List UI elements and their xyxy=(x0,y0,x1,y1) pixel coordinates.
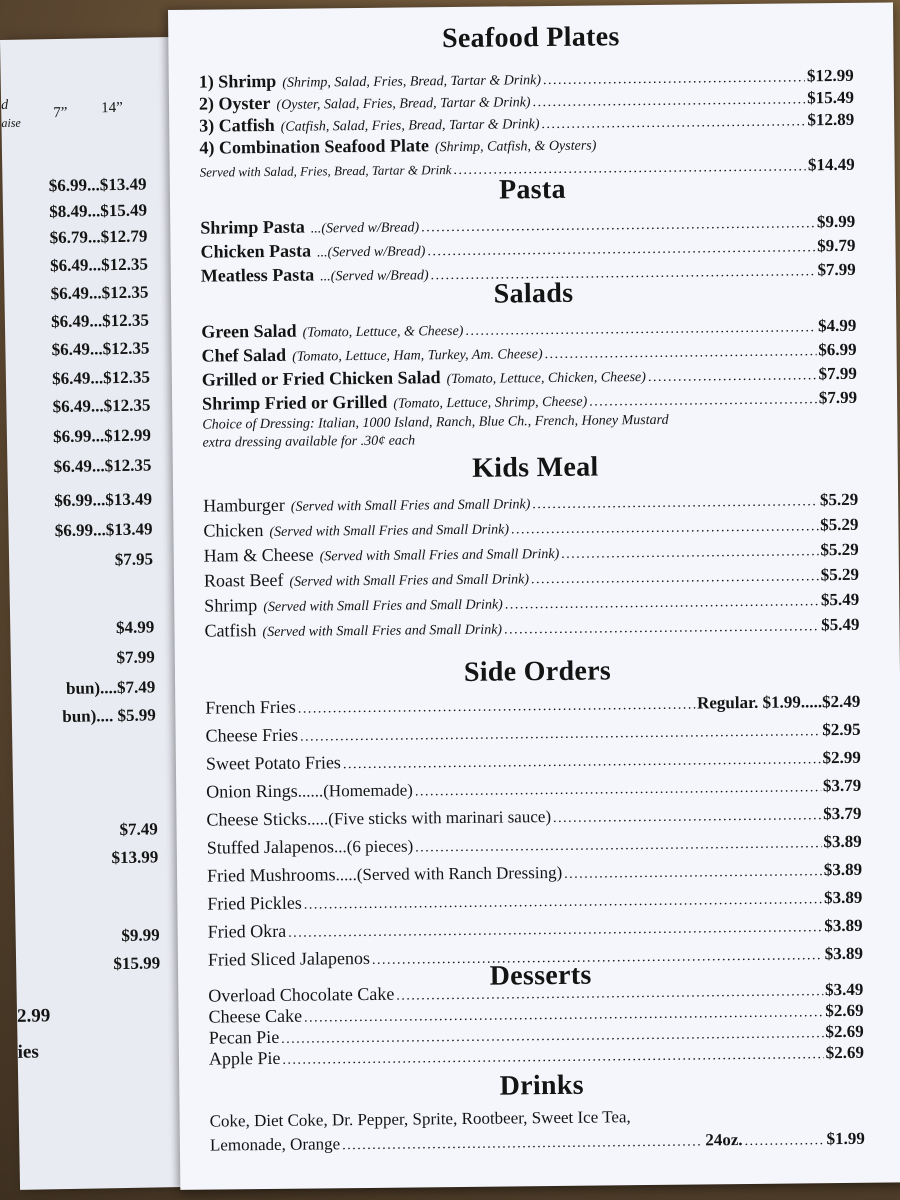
item-name: Chicken xyxy=(203,520,264,541)
left-price-row: $6.49...$12.35 xyxy=(53,455,152,477)
left-price-row: $6.99...$13.49 xyxy=(54,489,153,511)
left-price-row: ies xyxy=(17,1041,39,1063)
item-note: ...(6 pieces) xyxy=(333,836,414,857)
kids-section-title: Kids Meal xyxy=(471,451,599,484)
dot-leader xyxy=(511,519,818,538)
left-price-row: $7.95 xyxy=(114,549,154,570)
item-note: .....(Five sticks with marinari sauce) xyxy=(306,807,552,829)
left-price-row: $8.49...$15.49 xyxy=(49,200,148,222)
dot-leader xyxy=(298,698,695,718)
item-price: $3.89 xyxy=(823,859,863,880)
item-description: (Tomato, Lettuce, & Cheese) xyxy=(302,323,464,341)
seafood-section-title: Seafood Plates xyxy=(441,21,620,55)
item-name: French Fries xyxy=(205,696,296,718)
left-price-row: $6.99...$13.49 xyxy=(54,519,153,541)
item-description: (Shrimp, Catfish, & Oysters) xyxy=(434,138,597,156)
dot-leader xyxy=(531,569,819,588)
item-name: 3) Catfish xyxy=(199,114,275,136)
item-description: (Catfish, Salad, Fries, Bread, Tartar & Drink) xyxy=(280,117,540,135)
left-price-row: $6.49...$12.35 xyxy=(52,367,151,389)
item-description: (Served with Small Fries and Small Drink) xyxy=(263,597,503,616)
item-price: $3.49 xyxy=(824,979,864,1000)
item-name: Fried Pickles xyxy=(207,892,302,914)
item-name: Fried Okra xyxy=(207,920,287,942)
item-description: (Tomato, Lettuce, Shrimp, Cheese) xyxy=(393,394,588,412)
item-name: Stuffed Jalapenos xyxy=(206,836,335,858)
item-description: (Shrimp, Salad, Fries, Bread, Tartar & Drink) xyxy=(282,73,542,91)
item-name: Chicken Pasta xyxy=(200,240,312,262)
item-price: $14.49 xyxy=(807,154,855,175)
sides-section-title: Side Orders xyxy=(463,655,612,688)
regular-price: Regular. $1.99..... xyxy=(696,692,823,713)
left-price-row: $9.99 xyxy=(121,925,160,946)
size-small-header: 7” xyxy=(53,104,68,122)
item-note: .....(Served with Ranch Dressing) xyxy=(335,862,563,885)
drinks-section-title: Drinks xyxy=(499,1069,585,1102)
item-price: $3.79 xyxy=(823,803,862,824)
item-name: Onion Rings xyxy=(206,780,298,802)
dot-leader xyxy=(553,808,821,827)
item-price: $2.69 xyxy=(825,1000,864,1021)
item-description: (Tomato, Lettuce, Chicken, Cheese) xyxy=(446,370,646,388)
menu-item-sides xyxy=(207,831,862,862)
item-name: Cheese Cake xyxy=(208,1005,303,1027)
dot-leader xyxy=(505,594,819,613)
dressing-choice-note: Choice of Dressing: Italian, 1000 Island, Ranch, Blue Ch., French, Honey Mustard xyxy=(202,412,669,433)
item-name: Hamburger xyxy=(203,494,285,516)
extra-dressing-note: extra dressing available for .30¢ each xyxy=(202,433,416,451)
item-name: Shrimp Fried or Grilled xyxy=(202,391,388,414)
item-price: $3.89 xyxy=(824,915,863,936)
item-price: $12.89 xyxy=(807,109,855,130)
item-price: $5.29 xyxy=(820,514,859,535)
left-header-fragment: d xyxy=(1,97,9,113)
item-name: Sweet Potato Fries xyxy=(205,752,341,774)
dot-leader xyxy=(564,864,822,883)
item-name: Fried Mushrooms xyxy=(206,864,336,886)
item-price: $6.99 xyxy=(818,339,857,360)
pasta-section-title: Pasta xyxy=(498,173,566,206)
dot-leader xyxy=(504,619,819,638)
left-price-row: bun).... $5.99 xyxy=(62,705,156,727)
item-price: $12.99 xyxy=(806,65,854,86)
main-menu-page xyxy=(168,2,900,1190)
dot-leader xyxy=(415,836,821,856)
left-price-row: $6.49...$12.35 xyxy=(50,282,149,304)
item-price: $3.89 xyxy=(824,943,864,964)
item-name: Fried Sliced Jalapenos xyxy=(207,947,371,970)
dot-leader xyxy=(648,368,817,386)
item-description: ...(Served w/Bread) xyxy=(310,220,420,237)
item-price: $9.79 xyxy=(817,235,856,256)
item-name: 4) Combination Seafood Plate xyxy=(199,135,430,158)
item-name: 1) Shrimp xyxy=(198,70,277,92)
left-price-row: $6.99...$12.99 xyxy=(53,425,152,447)
left-price-row: $6.79...$12.79 xyxy=(49,226,148,248)
item-description: ...(Served w/Bread) xyxy=(320,268,429,285)
left-price-row: 2.99 xyxy=(16,1005,51,1027)
size-large-header: 14” xyxy=(101,99,124,117)
item-price: $3.89 xyxy=(823,831,862,852)
item-price: $7.99 xyxy=(817,259,856,280)
left-menu-page xyxy=(0,37,190,1190)
item-price: $7.99 xyxy=(818,387,858,408)
dot-leader xyxy=(541,114,805,133)
item-name: Ham & Cheese xyxy=(203,544,314,566)
dot-leader xyxy=(532,494,818,513)
item-name: 2) Oyster xyxy=(198,92,271,114)
left-price-row: $4.99 xyxy=(115,617,155,638)
menu-item-sides xyxy=(205,719,860,750)
salads-section-title: Salads xyxy=(493,277,574,310)
dot-leader xyxy=(561,544,818,563)
item-name: Shrimp Pasta xyxy=(200,216,305,238)
item-name: Shrimp xyxy=(204,595,258,616)
menu-item-sides xyxy=(208,915,863,946)
item-description: (Oyster, Salad, Fries, Bread, Tartar & Drink) xyxy=(276,95,531,113)
item-price: $5.29 xyxy=(819,489,859,510)
drinks-list: Coke, Diet Coke, Dr. Pepper, Sprite, Rootbeer, Sweet Ice Tea, xyxy=(209,1107,631,1131)
item-description: (Served with Small Fries and Small Drink) xyxy=(289,572,530,590)
menu-item-sides xyxy=(206,747,861,778)
item-name: Cheese Fries xyxy=(205,724,299,746)
dot-leader xyxy=(304,892,822,913)
item-price: $7.99 xyxy=(818,363,857,384)
item-price: $2.69 xyxy=(825,1042,865,1063)
menu-item-sides xyxy=(207,887,862,918)
item-price: $5.29 xyxy=(820,539,859,560)
item-name: Roast Beef xyxy=(203,569,284,591)
item-description: (Served with Small Fries and Small Drink) xyxy=(319,546,560,565)
menu-item-sides xyxy=(206,775,861,806)
drink-size: 24oz. xyxy=(705,1130,743,1150)
item-price: $5.29 xyxy=(820,564,860,585)
item-price: $5.49 xyxy=(821,614,860,635)
item-price: $9.99 xyxy=(816,211,856,232)
dot-leader xyxy=(532,92,805,111)
item-description: (Served with Small Fries and Small Drink) xyxy=(269,522,510,540)
item-name: Cheese Sticks xyxy=(206,808,308,830)
item-name: Meatless Pasta xyxy=(200,264,315,286)
dot-leader xyxy=(421,216,815,236)
item-name: Apple Pie xyxy=(208,1047,281,1069)
dot-leader xyxy=(465,320,816,340)
left-price-row: bun)....$7.49 xyxy=(65,677,156,698)
desserts-section-title: Desserts xyxy=(489,959,592,992)
dot-leader xyxy=(427,240,815,260)
item-description: Served with Salad, Fries, Bread, Tartar & Drink xyxy=(199,162,452,180)
dot-leader xyxy=(342,1134,703,1154)
item-price: $2.95 xyxy=(822,719,861,740)
left-price-row: $6.49...$12.35 xyxy=(50,254,149,276)
item-name: Catfish xyxy=(204,620,257,641)
dot-leader xyxy=(300,724,820,745)
menu-item-sides xyxy=(207,859,862,890)
dot-leader xyxy=(544,344,816,363)
item-name: Pecan Pie xyxy=(208,1026,280,1048)
menu-item-sides xyxy=(205,691,860,722)
item-name: Grilled or Fried Chicken Salad xyxy=(201,367,441,390)
item-price: $2.99 xyxy=(822,747,861,768)
item-price: $3.89 xyxy=(823,887,863,908)
item-price: $3.79 xyxy=(822,775,862,796)
item-price: $15.49 xyxy=(807,87,855,108)
dot-leader xyxy=(288,920,822,942)
dot-leader xyxy=(589,392,817,410)
left-price-row: $6.49...$12.35 xyxy=(51,338,150,360)
left-price-row: $6.49...$12.35 xyxy=(51,310,150,332)
item-price: $5.49 xyxy=(820,589,860,610)
item-price: $2.49 xyxy=(821,691,861,712)
left-price-row: $6.99...$13.49 xyxy=(48,174,147,196)
left-price-row: $13.99 xyxy=(111,847,159,868)
item-description: ...(Served w/Bread) xyxy=(316,244,426,261)
dot-leader xyxy=(543,70,805,89)
menu-item-sides xyxy=(206,803,861,834)
drinks-list-continued: Lemonade, Orange xyxy=(209,1134,341,1155)
item-price: $4.99 xyxy=(817,315,857,336)
item-name: Chef Salad xyxy=(201,344,287,366)
item-name: Green Salad xyxy=(201,320,297,342)
dot-leader xyxy=(415,780,821,800)
dot-leader xyxy=(745,1133,825,1150)
left-price-row: $15.99 xyxy=(113,953,161,974)
item-description: (Tomato, Lettuce, Ham, Turkey, Am. Cheese) xyxy=(292,347,543,365)
item-price: $2.69 xyxy=(825,1021,864,1042)
dot-leader xyxy=(282,1047,823,1069)
drink-price: $1.99 xyxy=(826,1128,865,1149)
item-description: (Served with Small Fries and Small Drink) xyxy=(290,497,531,515)
left-header-fragment-2: aise xyxy=(1,115,21,130)
left-price-row: $7.49 xyxy=(119,819,158,840)
item-name: Overload Chocolate Cake xyxy=(208,983,395,1006)
left-price-row: $6.49...$12.35 xyxy=(52,395,151,417)
left-price-row: $7.99 xyxy=(116,647,155,668)
dot-leader xyxy=(343,752,821,773)
item-note: ......(Homemade) xyxy=(297,780,413,801)
item-description: (Served with Small Fries and Small Drink) xyxy=(262,622,503,641)
